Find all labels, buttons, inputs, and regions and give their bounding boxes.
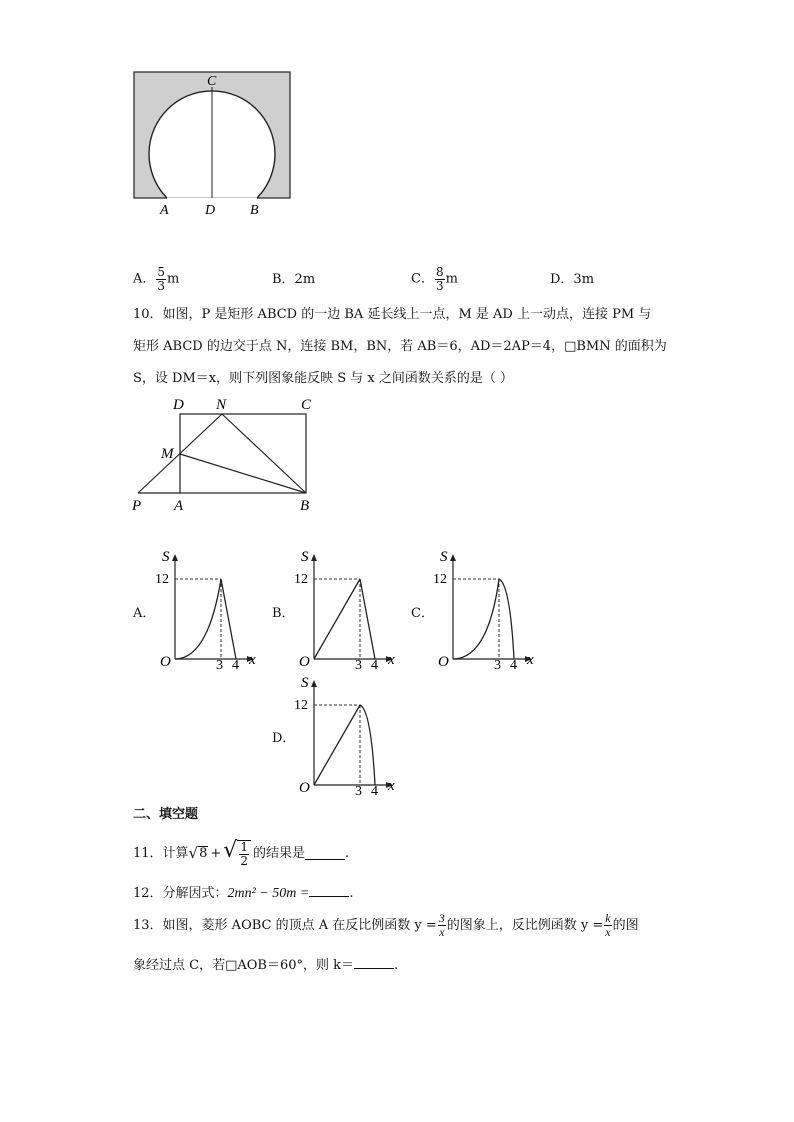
graph-a-line-down	[221, 579, 236, 659]
q13-part2: 的图象上，反比例函数 y =	[446, 917, 604, 933]
q11-frac-num: 1	[240, 840, 248, 854]
graph-b-line-down	[360, 579, 375, 659]
graph-c-4-label: 4	[510, 658, 517, 670]
q10-label-a: A	[174, 498, 184, 514]
graph-d-s-label: S	[301, 675, 309, 691]
q10-label-n: N	[216, 397, 227, 413]
graph-option-d-letter: D．	[272, 731, 296, 746]
q12-expression: 2mn² − 50m =	[227, 886, 310, 901]
q13-part3: 的图	[612, 917, 639, 933]
graph-a-x-label: x	[249, 652, 256, 668]
q10-figure	[128, 394, 328, 516]
q9-option-c-num: 8	[435, 265, 444, 279]
graph-b-line-up	[314, 579, 360, 659]
q9-option-a-unit: m	[167, 271, 180, 287]
q13-fraction-3-over-x	[438, 912, 446, 938]
q10-label-p: P	[132, 498, 142, 514]
q11-radicand: 8	[199, 846, 208, 862]
q9-option-c-letter: C．	[411, 271, 434, 287]
q10-text-line3: S，设 DM＝x，则下列图象能反映 S 与 x 之间函数关系的是（ ）	[133, 371, 514, 386]
graph-option-c	[428, 548, 543, 670]
graph-a-s-label: S	[162, 549, 170, 565]
q10-label-c: C	[301, 397, 312, 413]
graph-a-o-label: O	[160, 654, 171, 670]
graph-d-x-label: x	[388, 778, 395, 794]
q9-option-a-den: 3	[157, 278, 166, 293]
q12-answer-blank[interactable]	[309, 884, 349, 897]
graph-d-line-up	[314, 705, 360, 785]
q10-text-line1: 10．如图，P 是矩形 ABCD 的一边 BA 延长线上一点，M 是 AD 上一动点，连接 PM 与	[133, 307, 652, 322]
q10-rectangle-abcd	[180, 414, 306, 493]
q12-line	[133, 884, 354, 901]
graph-a-3-label: 3	[216, 658, 223, 670]
section-title-fill-in: 二、填空题	[133, 807, 199, 822]
q13-line2-text: 象经过点 C，若□AOB＝60°，则 k＝	[133, 958, 355, 973]
q9-label-c: C	[207, 74, 217, 89]
graph-c-o-label: O	[438, 654, 449, 670]
q9-option-a	[133, 266, 179, 292]
q9-option-a-letter: A．	[133, 271, 156, 287]
q12-prefix: 12．分解因式：	[133, 886, 228, 901]
q10-label-b: B	[300, 498, 310, 514]
q11-suffix: 的结果是	[252, 846, 305, 862]
q10-label-d: D	[173, 397, 184, 413]
q10-segment-bm	[180, 454, 306, 493]
graph-b-y-arrow	[311, 554, 317, 561]
graph-c-curve-up	[453, 579, 499, 659]
graph-option-b	[289, 548, 404, 670]
graph-c-s-label: S	[440, 549, 448, 565]
q9-label-b: B	[250, 203, 259, 218]
q13-line1	[133, 912, 639, 938]
graph-option-c-letter: C．	[411, 606, 434, 621]
q12-end: .	[349, 886, 354, 901]
q13-f2-num: k	[605, 911, 611, 925]
q9-option-c-unit: m	[445, 271, 458, 287]
q9-option-a-num: 5	[157, 265, 166, 279]
q13-end: .	[394, 958, 399, 973]
q13-f2-den: x	[605, 924, 611, 939]
graph-c-curve-down	[499, 579, 514, 659]
q11-line	[133, 840, 349, 867]
q11-sqrt-fraction: √ $\frac{1}{2}$	[223, 840, 251, 867]
q10-label-m: M	[161, 446, 174, 462]
q13-f1-num: 3	[438, 911, 445, 925]
graph-d-4-label: 4	[371, 784, 378, 796]
q13-fraction-k-over-x	[604, 912, 611, 938]
q9-option-c	[411, 266, 458, 292]
graph-d-3-label: 3	[355, 784, 362, 796]
q11-answer-blank[interactable]	[305, 847, 345, 860]
graph-b-s-label: S	[301, 549, 309, 565]
q10-text-line2: 矩形 ABCD 的边交于点 N，连接 BM，BN，若 AB＝6，AD＝2AP＝4，□BMN 的面积为	[133, 339, 667, 354]
graph-c-3-label: 3	[494, 658, 501, 670]
graph-d-o-label: O	[299, 780, 310, 796]
q11-plus: +	[210, 846, 222, 862]
graph-b-4-label: 4	[371, 658, 378, 670]
graph-option-d	[289, 674, 404, 796]
q11-end: .	[344, 846, 350, 862]
q9-option-d: D．3m	[550, 272, 595, 287]
graph-b-x-label: x	[388, 652, 395, 668]
graph-option-a-letter: A．	[133, 606, 156, 621]
graph-b-12-label: 12	[294, 572, 308, 587]
q9-option-c-fraction	[435, 266, 445, 292]
graph-c-y-arrow	[450, 554, 456, 561]
q9-option-a-fraction	[156, 266, 166, 292]
graph-d-12-label: 12	[294, 698, 308, 713]
q13-answer-blank[interactable]	[354, 956, 394, 969]
q9-option-b: B．2m	[272, 272, 316, 287]
q13-line2	[133, 956, 398, 972]
graph-d-y-arrow	[311, 680, 317, 687]
q13-part1: 13．如图，菱形 AOBC 的顶点 A 在反比例函数 y =	[133, 917, 437, 933]
graph-a-y-arrow	[172, 554, 178, 561]
graph-c-12-label: 12	[433, 572, 447, 587]
graph-option-b-letter: B．	[272, 606, 295, 621]
q9-label-d: D	[205, 203, 216, 218]
q11-sqrt-8: √ 8	[188, 844, 208, 863]
graph-d-curve-down	[360, 705, 375, 785]
q10-segment-bn	[222, 414, 306, 493]
q9-label-a: A	[160, 203, 169, 218]
q9-option-c-den: 3	[435, 278, 444, 293]
graph-option-a	[150, 548, 265, 670]
q13-f1-den: x	[439, 924, 445, 939]
q11-prefix: 11．计算	[133, 846, 189, 862]
graph-b-3-label: 3	[355, 658, 362, 670]
graph-a-curve	[175, 579, 221, 659]
q9-figure	[130, 68, 295, 218]
q11-frac-den: 2	[240, 853, 248, 868]
graph-c-x-label: x	[527, 652, 534, 668]
graph-a-4-label: 4	[232, 658, 239, 670]
graph-a-12-label: 12	[155, 572, 169, 587]
graph-b-o-label: O	[299, 654, 310, 670]
